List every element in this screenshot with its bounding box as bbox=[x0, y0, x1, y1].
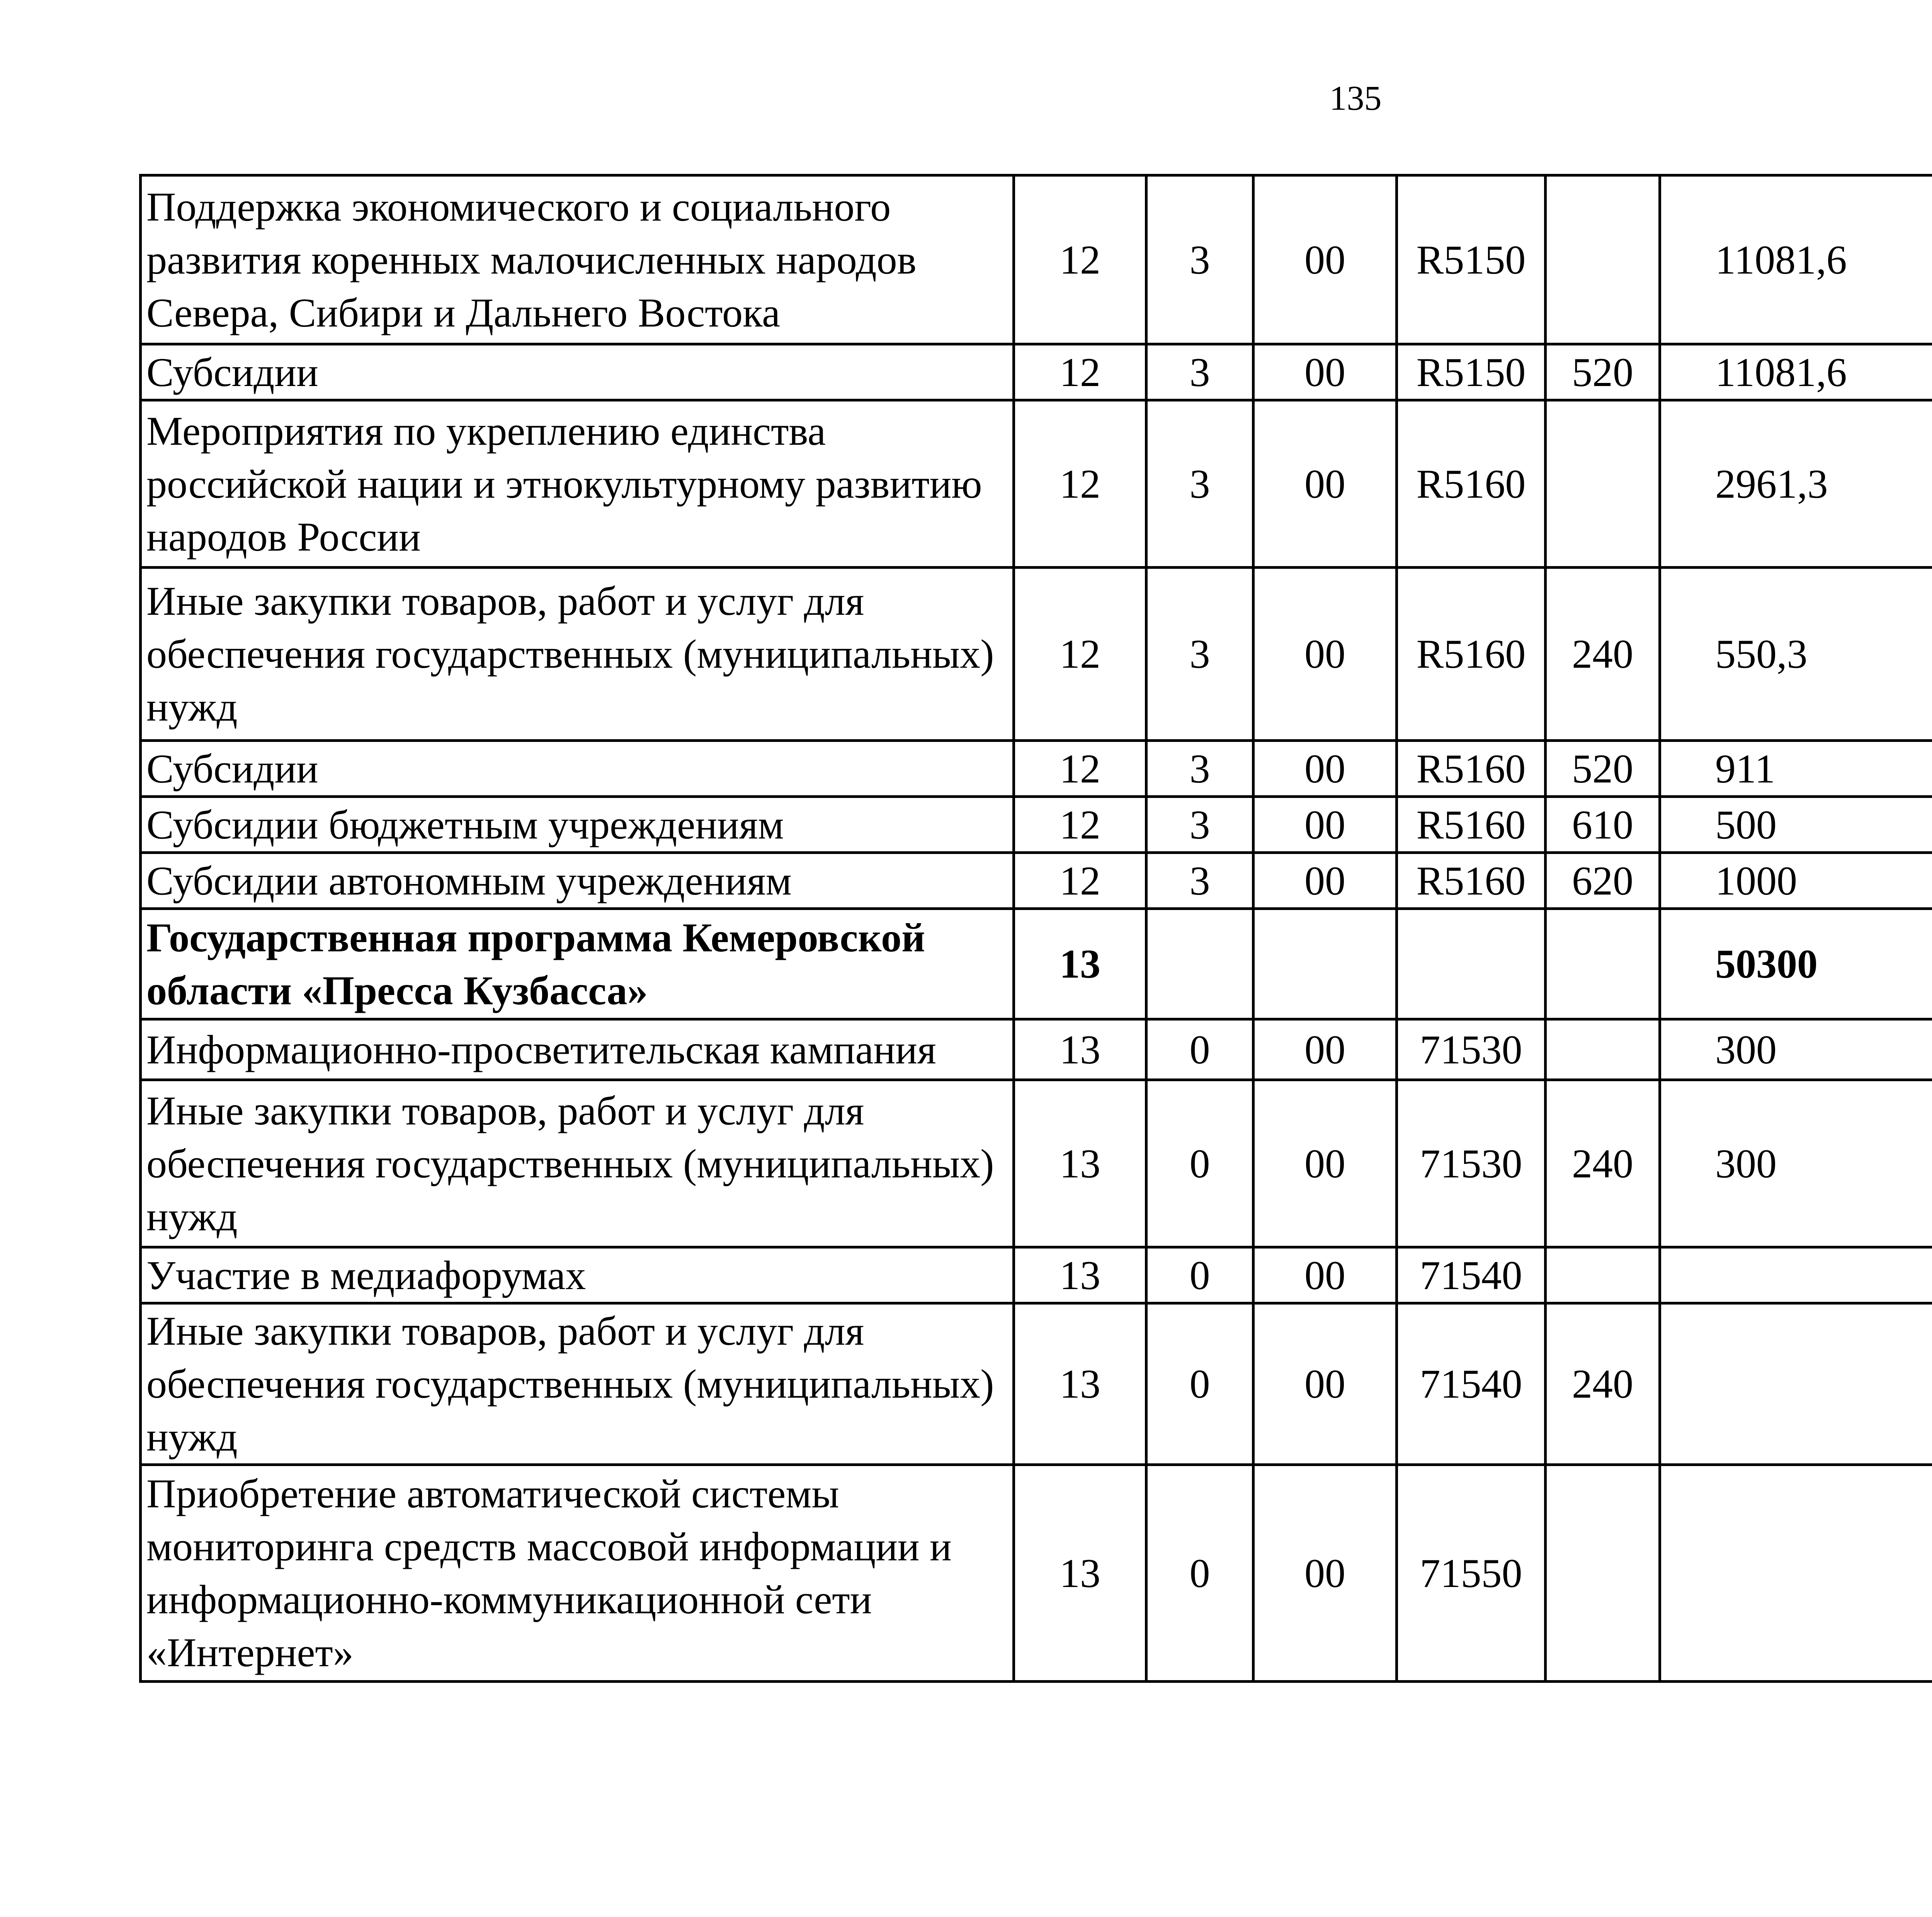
direction-code: R5160 bbox=[1397, 797, 1546, 853]
amount-year-1: 550,3 bbox=[1660, 568, 1932, 741]
row-name: Иные закупки товаров, работ и услуг для обеспечения государственных (муниципальных) нужд bbox=[141, 1303, 1014, 1465]
expense-type-code bbox=[1546, 1247, 1660, 1303]
table-row bbox=[141, 568, 1932, 741]
subprogram-code bbox=[1146, 909, 1253, 1019]
table-row bbox=[141, 1247, 1932, 1303]
row-name: Приобретение автоматической системы мониторинга средств массовой информации и информационно-коммуникационной сети «Интернет» bbox=[141, 1465, 1014, 1682]
subprogram-code: 0 bbox=[1146, 1303, 1253, 1465]
expense-type-code bbox=[1546, 909, 1660, 1019]
main-event-code: 00 bbox=[1253, 568, 1397, 741]
table-row bbox=[141, 1019, 1932, 1080]
direction-code: R5160 bbox=[1397, 853, 1546, 909]
expense-type-code bbox=[1546, 400, 1660, 568]
subprogram-code: 3 bbox=[1146, 741, 1253, 797]
subprogram-code: 3 bbox=[1146, 175, 1253, 344]
table-row bbox=[141, 909, 1932, 1019]
direction-code: 71540 bbox=[1397, 1303, 1546, 1465]
program-code: 12 bbox=[1014, 853, 1146, 909]
row-name: Государственная программа Кемеровской области «Пресса Кузбасса» bbox=[141, 909, 1014, 1019]
program-code: 13 bbox=[1014, 1465, 1146, 1682]
table-row bbox=[141, 344, 1932, 400]
expense-type-code: 240 bbox=[1546, 1303, 1660, 1465]
program-code: 13 bbox=[1014, 909, 1146, 1019]
direction-code: 71540 bbox=[1397, 1247, 1546, 1303]
program-code: 12 bbox=[1014, 797, 1146, 853]
row-name: Мероприятия по укреплению единства российской нации и этнокультурному развитию народов России bbox=[141, 400, 1014, 568]
direction-code: R5160 bbox=[1397, 568, 1546, 741]
main-event-code: 00 bbox=[1253, 1303, 1397, 1465]
expense-type-code: 620 bbox=[1546, 853, 1660, 909]
subprogram-code: 0 bbox=[1146, 1247, 1253, 1303]
table-row bbox=[141, 853, 1932, 909]
table-row bbox=[141, 741, 1932, 797]
main-event-code: 00 bbox=[1253, 1247, 1397, 1303]
amount-year-1: 911 bbox=[1660, 741, 1932, 797]
amount-year-1: 2961,3 bbox=[1660, 400, 1932, 568]
direction-code: 71530 bbox=[1397, 1019, 1546, 1080]
expense-type-code: 520 bbox=[1546, 344, 1660, 400]
main-event-code: 00 bbox=[1253, 853, 1397, 909]
budget-table bbox=[139, 174, 1932, 1683]
expense-type-code: 520 bbox=[1546, 741, 1660, 797]
page-number: 135 bbox=[1329, 79, 1382, 117]
table-row bbox=[141, 400, 1932, 568]
direction-code: R5150 bbox=[1397, 175, 1546, 344]
direction-code bbox=[1397, 909, 1546, 1019]
table-row bbox=[141, 1303, 1932, 1465]
amount-year-1 bbox=[1660, 1247, 1932, 1303]
expense-type-code bbox=[1546, 1465, 1660, 1682]
amount-year-1 bbox=[1660, 1465, 1932, 1682]
subprogram-code: 0 bbox=[1146, 1465, 1253, 1682]
program-code: 12 bbox=[1014, 344, 1146, 400]
expense-type-code bbox=[1546, 1019, 1660, 1080]
row-name: Субсидии бюджетным учреждениям bbox=[141, 797, 1014, 853]
subprogram-code: 3 bbox=[1146, 568, 1253, 741]
amount-year-1 bbox=[1660, 1303, 1932, 1465]
program-code: 13 bbox=[1014, 1019, 1146, 1080]
amount-year-1: 11081,6 bbox=[1660, 175, 1932, 344]
subprogram-code: 0 bbox=[1146, 1019, 1253, 1080]
direction-code: R5160 bbox=[1397, 741, 1546, 797]
subprogram-code: 3 bbox=[1146, 400, 1253, 568]
main-event-code: 00 bbox=[1253, 1019, 1397, 1080]
program-code: 13 bbox=[1014, 1247, 1146, 1303]
row-name: Субсидии bbox=[141, 741, 1014, 797]
expense-type-code: 240 bbox=[1546, 1080, 1660, 1247]
program-code: 13 bbox=[1014, 1080, 1146, 1247]
program-code: 12 bbox=[1014, 568, 1146, 741]
table-row bbox=[141, 175, 1932, 344]
row-name: Субсидии bbox=[141, 344, 1014, 400]
amount-year-1: 300 bbox=[1660, 1080, 1932, 1247]
amount-year-1: 50300 bbox=[1660, 909, 1932, 1019]
main-event-code: 00 bbox=[1253, 797, 1397, 853]
row-name: Участие в медиафорумах bbox=[141, 1247, 1014, 1303]
main-event-code: 00 bbox=[1253, 741, 1397, 797]
table-row bbox=[141, 1080, 1932, 1247]
direction-code: 71550 bbox=[1397, 1465, 1546, 1682]
row-name: Субсидии автономным учреждениям bbox=[141, 853, 1014, 909]
main-event-code: 00 bbox=[1253, 400, 1397, 568]
expense-type-code: 610 bbox=[1546, 797, 1660, 853]
row-name: Поддержка экономического и социального развития коренных малочисленных народов Севера, Сибири и Дальнего Востока bbox=[141, 175, 1014, 344]
subprogram-code: 3 bbox=[1146, 344, 1253, 400]
subprogram-code: 3 bbox=[1146, 853, 1253, 909]
subprogram-code: 3 bbox=[1146, 797, 1253, 853]
direction-code: R5160 bbox=[1397, 400, 1546, 568]
main-event-code: 00 bbox=[1253, 344, 1397, 400]
subprogram-code: 0 bbox=[1146, 1080, 1253, 1247]
main-event-code: 00 bbox=[1253, 1465, 1397, 1682]
program-code: 13 bbox=[1014, 1303, 1146, 1465]
direction-code: R5150 bbox=[1397, 344, 1546, 400]
row-name: Иные закупки товаров, работ и услуг для обеспечения государственных (муниципальных) нужд bbox=[141, 1080, 1014, 1247]
amount-year-1: 1000 bbox=[1660, 853, 1932, 909]
table-row bbox=[141, 797, 1932, 853]
main-event-code: 00 bbox=[1253, 1080, 1397, 1247]
amount-year-1: 300 bbox=[1660, 1019, 1932, 1080]
direction-code: 71530 bbox=[1397, 1080, 1546, 1247]
amount-year-1: 500 bbox=[1660, 797, 1932, 853]
program-code: 12 bbox=[1014, 741, 1146, 797]
main-event-code: 00 bbox=[1253, 175, 1397, 344]
amount-year-1: 11081,6 bbox=[1660, 344, 1932, 400]
row-name: Информационно-просветительская кампания bbox=[141, 1019, 1014, 1080]
expense-type-code: 240 bbox=[1546, 568, 1660, 741]
expense-type-code bbox=[1546, 175, 1660, 344]
program-code: 12 bbox=[1014, 175, 1146, 344]
table-row bbox=[141, 1465, 1932, 1682]
main-event-code bbox=[1253, 909, 1397, 1019]
row-name: Иные закупки товаров, работ и услуг для обеспечения государственных (муниципальных) нужд bbox=[141, 568, 1014, 741]
program-code: 12 bbox=[1014, 400, 1146, 568]
